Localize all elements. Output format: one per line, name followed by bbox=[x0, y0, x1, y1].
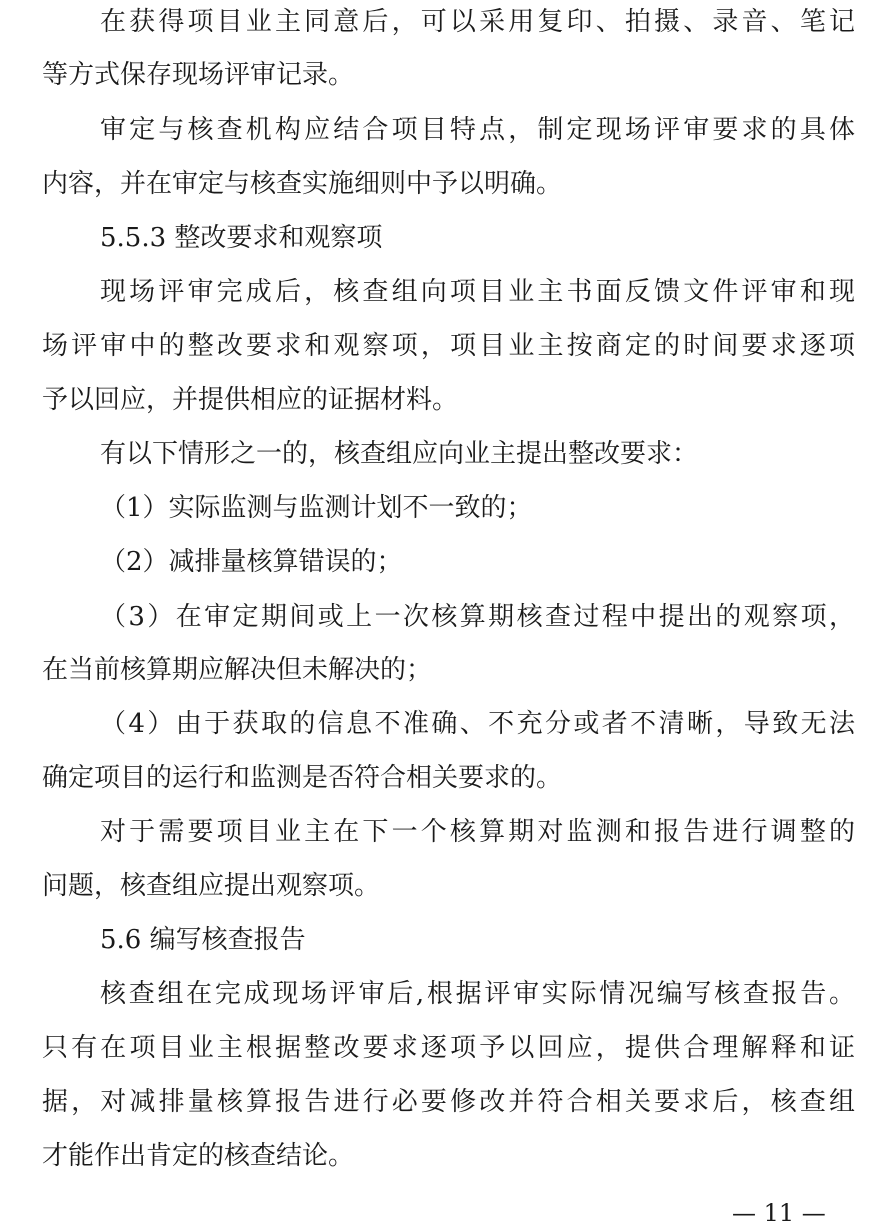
page-number: — 11 — bbox=[732, 1199, 826, 1227]
list-item: （2）减排量核算错误的； bbox=[100, 547, 403, 577]
paragraph-line: 审定与核查机构应结合项目特点，制定现场评审要求的具体 bbox=[100, 115, 855, 145]
section-heading-5-5-3: 5.5.3 整改要求和观察项 bbox=[100, 223, 383, 253]
paragraph-line: 只有在项目业主根据整改要求逐项予以回应，提供合理解释和证 bbox=[42, 1033, 855, 1063]
list-item: （4）由于获取的信息不准确、不充分或者不清晰，导致无法 bbox=[100, 709, 855, 739]
paragraph-line: 对于需要项目业主在下一个核算期对监测和报告进行调整的 bbox=[100, 817, 855, 847]
paragraph-line: 核查组在完成现场评审后,根据评审实际情况编写核查报告。 bbox=[100, 979, 855, 1009]
paragraph-line: 问题，核查组应提出观察项。 bbox=[42, 871, 381, 901]
paragraph-line: 内容，并在审定与核查实施细则中予以明确。 bbox=[42, 169, 563, 199]
list-item: （1）实际监测与监测计划不一致的； bbox=[100, 493, 533, 523]
list-item-continuation: 确定项目的运行和监测是否符合相关要求的。 bbox=[42, 763, 563, 793]
paragraph-line: 予以回应，并提供相应的证据材料。 bbox=[42, 385, 459, 415]
paragraph-line: 有以下情形之一的，核查组应向业主提出整改要求： bbox=[100, 439, 699, 469]
paragraph-line: 场评审中的整改要求和观察项，项目业主按商定的时间要求逐项 bbox=[42, 331, 855, 361]
list-item-continuation: 在当前核算期应解决但未解决的； bbox=[42, 655, 433, 685]
paragraph-line: 才能作出肯定的核查结论。 bbox=[42, 1141, 355, 1171]
paragraph-line: 现场评审完成后，核查组向项目业主书面反馈文件评审和现 bbox=[100, 277, 855, 307]
list-item: （3）在审定期间或上一次核算期核查过程中提出的观察项， bbox=[100, 602, 855, 632]
paragraph-line: 在获得项目业主同意后，可以采用复印、拍摄、录音、笔记 bbox=[100, 7, 855, 37]
paragraph-line: 据，对减排量核算报告进行必要修改并符合相关要求后，核查组 bbox=[42, 1087, 855, 1117]
paragraph-line: 等方式保存现场评审记录。 bbox=[42, 60, 355, 90]
section-heading-5-6: 5.6 编写核查报告 bbox=[100, 925, 306, 955]
